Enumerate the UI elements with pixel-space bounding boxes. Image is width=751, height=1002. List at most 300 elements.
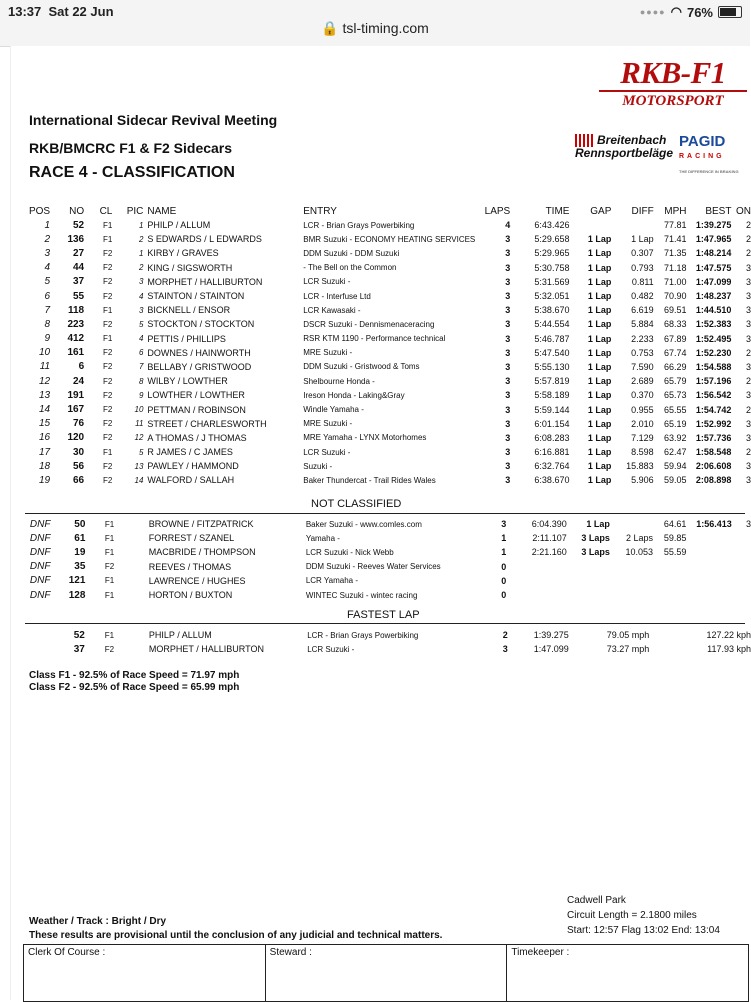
divider (25, 513, 745, 514)
cell-time: 5:44.554 (534, 319, 570, 330)
battery-level: 76% (686, 4, 713, 20)
cell-laps: 3 (505, 333, 511, 344)
signal-icon: ●●●● (639, 7, 666, 17)
cell-time: 5:58.189 (534, 390, 570, 401)
cell-name: A THOMAS / J THOMAS (147, 432, 247, 443)
cell-entry: DDM Suzuki - Reeves Water Services (305, 562, 441, 572)
cell-mph: 70.90 (663, 291, 687, 302)
cell-entry: LCR Kawasaki - (303, 305, 361, 315)
cell-gap: 1 Lap (587, 305, 612, 316)
cell-on (732, 531, 751, 545)
cell-diff (610, 588, 653, 602)
cell-diff: 15.883 (626, 461, 654, 472)
cell-gap (569, 218, 611, 232)
status-right (640, 4, 742, 20)
cell-pos: 15 (38, 418, 51, 430)
logo-line1: RKB-F1 (620, 55, 726, 90)
cell-gap: 1 Lap (587, 376, 612, 387)
cell-mph: 63.92 (663, 432, 687, 443)
cell-gap: 3 Laps (581, 533, 610, 544)
cell-gap: 1 Lap (587, 276, 612, 287)
cell-name: WILBY / LOWTHER (147, 376, 228, 387)
cell-entry: Baker Suzuki - www.comles.com (305, 519, 422, 529)
spacer (120, 628, 149, 642)
cell-entry: LCR Suzuki - (303, 277, 351, 287)
cell-name: FORREST / SZANEL (148, 533, 235, 544)
cell-pos: 18 (38, 460, 51, 472)
fastest-lap-title: FASTEST LAP (347, 609, 420, 621)
cell-on: 2 (745, 376, 751, 387)
wifi-icon: ◠ (670, 4, 682, 19)
cell-mph: 67.89 (663, 333, 687, 344)
cell-time: 5:29.658 (534, 234, 570, 245)
cell-time: 5:30.758 (534, 262, 570, 273)
cell-name: HORTON / BUXTON (148, 590, 233, 601)
cell-entry: LCR - Brian Grays Powerbiking (307, 630, 419, 640)
cell-mph: 59.05 (663, 475, 687, 486)
cell-laps: 0 (501, 590, 507, 601)
cell-time: 6:01.154 (534, 418, 570, 429)
cell-gap: 1 Lap (587, 390, 612, 401)
cell-pos: 8 (44, 318, 51, 330)
result-row (21, 317, 751, 331)
cell-on: 3 (745, 276, 751, 287)
cell-gap: 1 Lap (587, 447, 612, 458)
cell-laps: 3 (505, 376, 511, 387)
cell-mph: 66.29 (663, 361, 687, 372)
cell-no: 412 (67, 333, 85, 345)
cell-mph: 64.61 (663, 519, 687, 530)
cell-diff: 10.053 (625, 547, 653, 558)
cell-gap: 1 Lap (587, 319, 612, 330)
col-name: NAME (147, 205, 177, 217)
fastest-lap-row (21, 642, 751, 656)
cell-mph: 62.47 (663, 447, 687, 458)
cell-mph: 71.35 (663, 248, 687, 259)
cell-diff: 0.370 (631, 390, 654, 401)
cell-pic: 11 (135, 419, 144, 429)
cell-cl: F2 (103, 348, 113, 358)
cell-diff: 0.482 (631, 291, 654, 302)
cell-no: 120 (67, 432, 85, 444)
cell-laps: 3 (505, 262, 511, 273)
cell-cl: F1 (103, 447, 113, 457)
cell-on: 3 (745, 262, 751, 273)
cell-cl: F2 (103, 362, 113, 372)
cell-time: 1:47.099 (533, 644, 569, 654)
cell-time: 5:38.670 (534, 305, 570, 316)
cell-best: 1:47.965 (695, 234, 732, 245)
cell-best: 2:08.898 (695, 475, 732, 486)
result-row (21, 261, 751, 275)
cell-pic: 3 (138, 277, 144, 287)
cell-entry: LCR Suzuki - Nick Webb (305, 547, 394, 557)
cell-pos: DNF (29, 546, 51, 558)
cell-pic: 8 (138, 376, 144, 386)
result-row (21, 246, 751, 260)
cell-gap: 1 Lap (587, 248, 612, 259)
cell-on: 3 (745, 319, 751, 330)
cell-name: DOWNES / HAINWORTH (147, 347, 251, 358)
cell-on: 3 (745, 432, 751, 443)
result-row (21, 388, 751, 402)
circuit-length: Circuit Length = 2.1800 miles (567, 910, 697, 921)
cell-cl: F2 (104, 644, 115, 654)
cell-on (732, 560, 751, 574)
results-page (10, 46, 751, 1000)
cell-gap: 1 Lap (587, 418, 612, 429)
cell-mph: 65.79 (663, 376, 687, 387)
cell-best: 1:57.196 (695, 376, 732, 387)
cell-no: 55 (73, 290, 85, 302)
cell-name: PHILP / ALLUM (148, 630, 212, 640)
cell-entry: LCR Suzuki - (303, 447, 351, 457)
cell-mph: 65.55 (663, 404, 687, 415)
cell-time: 6:43.426 (534, 220, 570, 231)
cell-no: 118 (67, 304, 85, 316)
cell-cl: F2 (103, 475, 113, 485)
result-row (21, 218, 751, 232)
cell-no: 35 (74, 561, 86, 573)
cell-laps: 3 (505, 234, 511, 245)
cell-pos: 2 (44, 233, 51, 245)
cell-no: 161 (67, 347, 85, 359)
cell-laps: 3 (505, 276, 511, 287)
table-header (21, 204, 751, 218)
cell-cl: F2 (103, 291, 113, 301)
cell-laps: 3 (505, 404, 511, 415)
cell-pos: 5 (44, 276, 51, 288)
cell-on: 2 (745, 248, 751, 259)
cell-mph: 71.18 (663, 262, 687, 273)
venue-info (567, 893, 720, 938)
col-diff: DIFF (631, 205, 654, 217)
cell-cl: F2 (103, 390, 113, 400)
col-on: ON (736, 205, 751, 217)
cell-kph: 127.22 kph (706, 630, 751, 640)
cell-name: LAWRENCE / HUGHES (148, 575, 246, 586)
cell-best: 1:48.214 (695, 248, 732, 259)
cell-pos: 19 (38, 474, 51, 486)
cell-mph: 59.94 (663, 461, 687, 472)
pagid-logo: PAGID RACING THE DIFFERENCE IN BRAKING (679, 133, 739, 174)
col-gap: GAP (590, 205, 612, 217)
cell-no: 76 (73, 418, 85, 430)
cell-gap: 3 Laps (581, 547, 610, 558)
cell-best: 1:52.383 (695, 319, 732, 330)
cell-time: 5:55.130 (534, 361, 570, 372)
dnf-row (21, 574, 751, 588)
result-row (21, 473, 751, 487)
cell-time (506, 574, 567, 588)
cell-no: 66 (73, 474, 85, 486)
cell-gap: 1 Lap (587, 432, 612, 443)
cell-pic: 2 (138, 263, 144, 273)
cell-mph: 59.85 (663, 533, 687, 544)
cell-diff: 7.590 (631, 361, 654, 372)
status-date: Sat 22 Jun (48, 4, 114, 19)
cell-entry: RSR KTM 1190 - Performance technical (303, 334, 446, 344)
fastest-lap-table (21, 628, 751, 656)
cell-gap (567, 588, 610, 602)
cell-pos: 12 (38, 375, 51, 387)
class-note: Class F1 - 92.5% of Race Speed = 71.97 mph (29, 670, 240, 681)
cell-best: 1:39.275 (695, 220, 732, 231)
cell-pic: 13 (134, 461, 144, 471)
cell-kph: 117.93 kph (707, 644, 751, 654)
col-mph: MPH (664, 205, 687, 217)
cell-mph: 67.74 (663, 347, 687, 358)
dnf-row (21, 588, 751, 602)
cell-entry: MRE Yamaha - LYNX Motorhomes (303, 433, 427, 443)
cell-on: 3 (745, 418, 751, 429)
cell-on (732, 545, 751, 559)
cell-pos: 13 (38, 389, 51, 401)
cell-laps: 4 (505, 220, 511, 231)
cell-best (686, 560, 731, 574)
cell-gap: 1 Lap (587, 333, 612, 344)
status-bar (0, 0, 750, 47)
cell-pic: 3 (138, 305, 144, 315)
cell-time: 5:47.540 (534, 347, 570, 358)
cell-diff: 5.906 (631, 475, 654, 486)
cell-mph (653, 560, 686, 574)
cell-on (732, 574, 751, 588)
cell-cl: F2 (103, 248, 113, 258)
cell-entry: LCR Yamaha - (305, 576, 358, 586)
cell-pic: 14 (134, 475, 144, 485)
cell-pic (120, 588, 145, 602)
cell-gap: 1 Lap (587, 461, 612, 472)
cell-laps: 1 (501, 533, 507, 544)
cell-diff: 2.233 (631, 333, 654, 344)
cell-mph: 68.33 (663, 319, 687, 330)
cell-time: 5:29.965 (534, 248, 570, 259)
cell-no: 52 (73, 629, 85, 641)
cell-name: BROWNE / FITZPATRICK (148, 519, 254, 530)
cell-on: 2 (745, 347, 751, 358)
cell-cl: F1 (103, 334, 113, 344)
cell-cl: F1 (104, 590, 115, 600)
cell-no: 61 (74, 532, 86, 544)
cell-name: PHILP / ALLUM (147, 220, 211, 231)
not-classified-title: NOT CLASSIFIED (311, 498, 402, 510)
cell-pic: 2 (138, 234, 144, 244)
cell-name: LOWTHER / LOWTHER (147, 390, 245, 401)
cell-no: 24 (73, 375, 85, 387)
cell-pos: 14 (38, 404, 51, 416)
clerk-of-course: Clerk Of Course : (24, 945, 266, 1001)
cell-gap: 1 Lap (587, 404, 612, 415)
cell-no: 121 (68, 575, 86, 587)
cell-diff: 0.811 (631, 276, 654, 287)
cell-pic (120, 517, 145, 531)
cell-on: 3 (745, 519, 751, 530)
cell-name: MACBRIDE / THOMPSON (148, 547, 256, 558)
cell-pic: 1 (138, 220, 144, 230)
cell-entry: DDM Suzuki - DDM Suzuki (303, 248, 400, 258)
cell-name: STREET / CHARLESWORTH (147, 418, 267, 429)
cell-cl: F1 (104, 547, 115, 557)
cell-time: 6:38.670 (534, 475, 570, 486)
cell-entry: LCR Suzuki - (307, 644, 355, 654)
cell-laps: 3 (505, 361, 511, 372)
cell-laps: 3 (505, 305, 511, 316)
cell-entry: WINTEC Suzuki - wintec racing (305, 590, 418, 600)
cell-no: 37 (73, 276, 85, 288)
cell-pic (120, 531, 145, 545)
logo-line2: MOTORSPORT (599, 90, 747, 110)
cell-time: 5:32.051 (534, 291, 570, 302)
cell-cl: F1 (104, 533, 115, 543)
cell-lap: 3 (502, 644, 508, 654)
address-bar[interactable] (0, 20, 750, 37)
cell-pos: 10 (38, 347, 51, 359)
cell-pos: DNF (29, 518, 51, 530)
cell-time (506, 560, 567, 574)
cell-best: 2:06.608 (695, 461, 732, 472)
battery-icon (718, 6, 742, 18)
provisional-note: These results are provisional until the conclusion of any judicial and technical matters. (29, 930, 443, 941)
cell-mph: 77.81 (663, 220, 687, 231)
cell-pos: 6 (44, 290, 51, 302)
cell-diff: 0.793 (631, 262, 654, 273)
result-row (21, 360, 751, 374)
cell-no: 37 (73, 643, 85, 655)
cell-best: 1:48.237 (695, 291, 732, 302)
col-entry: ENTRY (303, 205, 337, 217)
cell-no: 223 (67, 318, 85, 330)
cell-laps: 3 (505, 390, 511, 401)
cell-entry: DSCR Suzuki - Dennismenaceracing (303, 319, 435, 329)
cell-pos: DNF (29, 589, 51, 601)
cell-diff (610, 574, 653, 588)
cell-pos: 17 (38, 446, 51, 458)
signature-boxes (23, 944, 749, 1002)
cell-diff: 2 Laps (625, 533, 653, 544)
cell-pos: 9 (44, 333, 51, 345)
cell-cl: F1 (104, 576, 115, 586)
cell-laps: 3 (505, 248, 511, 259)
cell-pic (120, 560, 145, 574)
col-pos: POS (28, 205, 51, 217)
cell-gap (567, 574, 610, 588)
cell-cl: F2 (103, 319, 113, 329)
cell-no: 167 (67, 404, 85, 416)
cell-name: S EDWARDS / L EDWARDS (147, 234, 262, 245)
cell-on: 3 (745, 390, 751, 401)
cell-on: 3 (745, 475, 751, 486)
cell-entry: MRE Suzuki - (303, 419, 353, 429)
cell-on: 3 (745, 291, 751, 302)
not-classified-table (21, 517, 751, 602)
cell-entry: Suzuki - (303, 461, 333, 471)
cell-pos: 3 (44, 247, 51, 259)
cell-cl: F2 (103, 405, 113, 415)
cell-cl: F2 (104, 562, 115, 572)
cell-on: 3 (745, 461, 751, 472)
cell-cl: F1 (104, 630, 115, 640)
cell-pic (120, 574, 145, 588)
cell-name: PETTMAN / ROBINSON (147, 404, 246, 415)
cell-gap: 1 Lap (587, 475, 612, 486)
cell-gap: 1 Lap (587, 347, 612, 358)
cell-mph: 55.59 (663, 547, 687, 558)
cell-pos: DNF (29, 561, 51, 573)
dnf-row (21, 517, 751, 531)
cell-on: 3 (745, 305, 751, 316)
cell-mph: 73.27 mph (606, 644, 650, 654)
cell-pic: 12 (134, 433, 144, 443)
col-pic: PIC (126, 205, 144, 217)
cell-laps: 3 (505, 291, 511, 302)
cell-time: 5:59.144 (534, 404, 570, 415)
cell-entry: Windle Yamaha - (303, 405, 364, 415)
cell-mph: 71.41 (663, 234, 687, 245)
race-times: Start: 12:57 Flag 13:02 End: 13:04 (567, 925, 720, 936)
cell-best: 1:47.575 (695, 262, 732, 273)
cell-time: 5:46.787 (534, 333, 570, 344)
cell-on: 2 (745, 404, 751, 415)
col-time: TIME (545, 205, 570, 217)
cell-pos: 11 (39, 361, 51, 373)
cell-no: 128 (68, 589, 86, 601)
result-row (21, 431, 751, 445)
dnf-row (21, 545, 751, 559)
cell-no: 52 (73, 219, 85, 231)
cell-name: PAWLEY / HAMMOND (147, 461, 239, 472)
cell-name: MORPHET / HALLIBURTON (147, 276, 263, 287)
cell-best (686, 574, 731, 588)
cell-pic: 1 (138, 248, 144, 258)
class-notes (29, 670, 239, 694)
result-row (21, 275, 751, 289)
cell-mph (653, 588, 686, 602)
venue-name: Cadwell Park (567, 895, 626, 906)
cell-cl: F2 (103, 263, 113, 273)
cell-diff: 0.955 (631, 404, 654, 415)
cell-no: 19 (74, 546, 86, 558)
cell-best: 1:52.992 (695, 418, 732, 429)
cell-time: 6:04.390 (531, 519, 567, 530)
cell-diff (610, 517, 653, 531)
cell-pos: DNF (29, 575, 51, 587)
cell-laps: 3 (505, 418, 511, 429)
cell-mph: 71.00 (663, 276, 687, 287)
cell-diff: 2.689 (631, 376, 654, 387)
result-row (21, 332, 751, 346)
cell-no: 50 (74, 518, 86, 530)
weather: Weather / Track : Bright / Dry (29, 916, 167, 927)
cell-entry: Ireson Honda - Laking&Gray (303, 390, 405, 400)
cell-best: 1:44.510 (695, 305, 732, 316)
cell-best: 1:47.099 (695, 276, 732, 287)
cell-on: 2 (745, 447, 751, 458)
cell-entry: Yamaha - (305, 533, 340, 543)
cell-time: 5:31.569 (534, 276, 570, 287)
cell-pos: 4 (44, 262, 51, 274)
cell-pic (120, 545, 145, 559)
cell-time: 6:08.283 (534, 432, 570, 443)
result-row (21, 417, 751, 431)
cell-laps: 3 (505, 347, 511, 358)
cell-time (506, 588, 567, 602)
cell-no: 44 (73, 262, 85, 274)
cell-no: 30 (73, 446, 85, 458)
cell-lap: 2 (502, 630, 508, 640)
cell-on: 2 (745, 234, 751, 245)
cell-diff: 2.010 (631, 418, 654, 429)
